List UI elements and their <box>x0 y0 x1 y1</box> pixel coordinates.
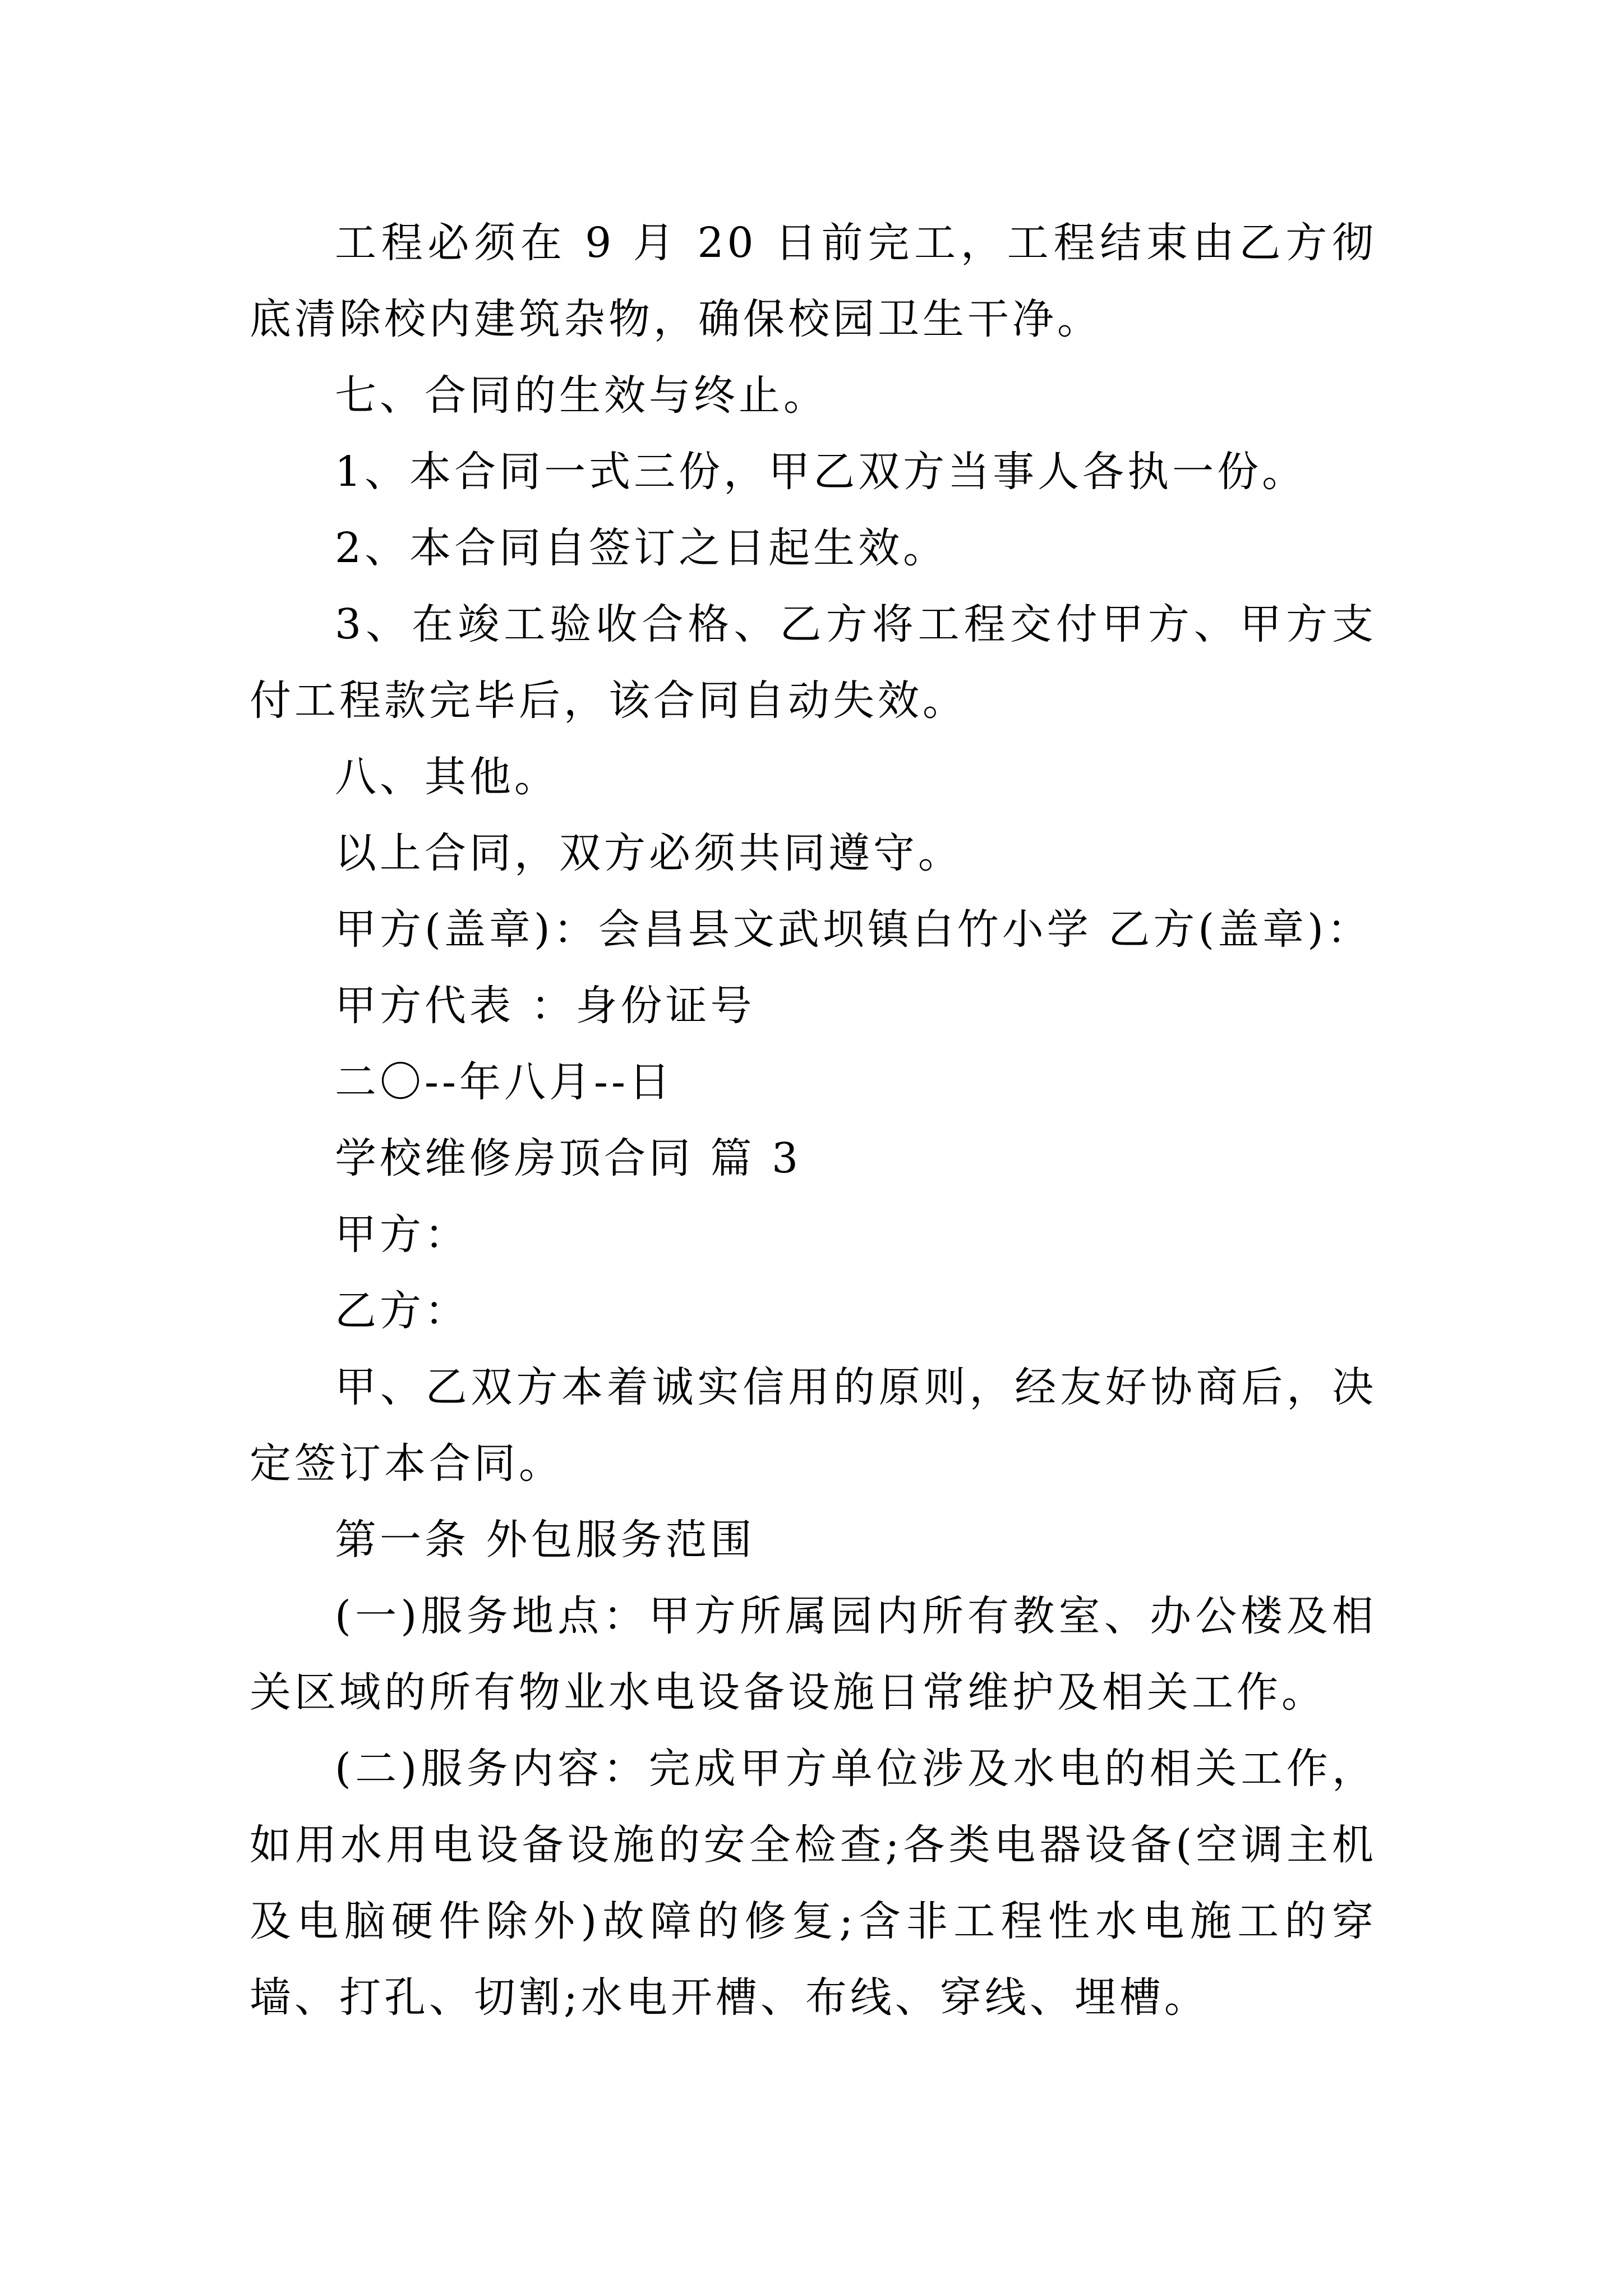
clause-service-location: (一)服务地点：甲方所属园内所有教室、办公楼及相关区域的所有物业水电设备设施日常维护及相关工作。 <box>250 1592 1377 1717</box>
section-heading-effect-termination: 七、合同的生效与终止。 <box>335 371 828 420</box>
signature-line-representative: 甲方代表 ：身份证号 <box>335 982 755 1030</box>
section-heading-other: 八、其他。 <box>335 753 559 801</box>
party-a-line: 甲方： <box>335 1211 469 1259</box>
clause-effective-date: 2、本合同自签订之日起生效。 <box>335 524 948 572</box>
clause-service-content: (二)服务内容：完成甲方单位涉及水电的相关工作，如用水用电设备设施的安全检查;各类电器设备(空调主机及电脑硬件除外)故障的修复;含非工程性水电施工的穿墙、打孔、切割;水电开槽、布线、穿线、埋槽。 <box>250 1745 1377 2022</box>
paragraph-preamble: 甲、乙双方本着诚实信用的原则，经友好协商后，决定签订本合同。 <box>250 1363 1377 1488</box>
clause-copies: 1、本合同一式三份，甲乙双方当事人各执一份。 <box>335 448 1307 496</box>
contract-title: 学校维修房顶合同 篇 3 <box>335 1134 802 1182</box>
signature-date: 二〇--年八月--日 <box>335 1058 674 1106</box>
signature-line-parties: 甲方(盖章)：会昌县文武坝镇白竹小学 乙方(盖章)： <box>335 905 1372 954</box>
article-heading-scope: 第一条 外包服务范围 <box>335 1516 755 1564</box>
paragraph-completion-deadline: 工程必须在 9 月 20 日前完工，工程结束由乙方彻底清除校内建筑杂物，确保校园卫生干净。 <box>250 219 1377 343</box>
clause-expiry: 3、在竣工验收合格、乙方将工程交付甲方、甲方支付工程款完毕后，该合同自动失效。 <box>250 600 1377 725</box>
party-b-line: 乙方： <box>335 1287 469 1335</box>
paragraph-compliance: 以上合同，双方必须共同遵守。 <box>335 829 963 877</box>
document-body <box>250 205 1377 2036</box>
